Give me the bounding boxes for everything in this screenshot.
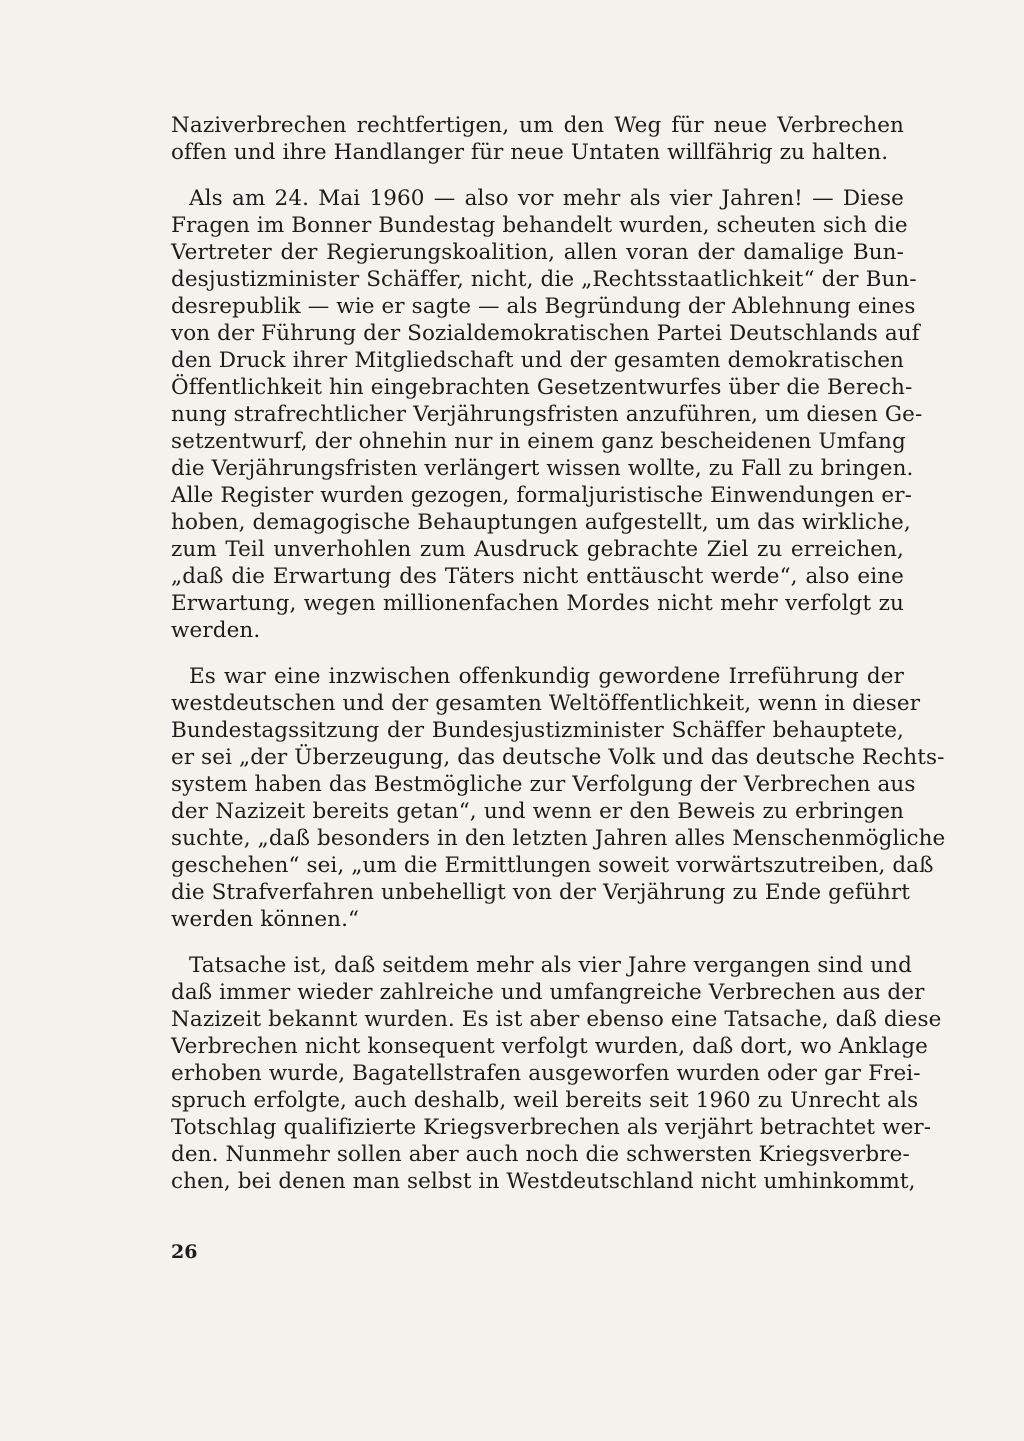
text-line: die Strafverfahren unbehelligt von der Verjährung zu Ende geführt xyxy=(171,880,910,905)
text-line: desrepublik — wie er sagte — als Begründung der Ablehnung eines xyxy=(171,294,916,319)
text-line: chen, bei denen man selbst in Westdeutschland nicht umhinkommt, xyxy=(171,1169,916,1194)
text-line: hoben, demagogische Behauptungen aufgestellt, um das wirkliche, xyxy=(171,510,911,535)
text-line: setzentwurf, der ohnehin nur in einem ganz bescheidenen Umfang xyxy=(171,429,906,454)
text-line: den Druck ihrer Mitgliedschaft und der gesamten demokratischen xyxy=(171,348,904,373)
paragraph xyxy=(171,185,923,644)
text-line: suchte, „daß besonders in den letzten Jahren alles Menschenmögliche xyxy=(171,826,946,851)
text-line: Es war eine inzwischen offenkundig gewordene Irreführung der xyxy=(189,664,904,689)
text-line: nung strafrechtlicher Verjährungsfristen anzuführen, um diesen Ge- xyxy=(171,402,923,427)
text-line: Öffentlichkeit hin eingebrachten Gesetzentwurfes über die Berech- xyxy=(171,375,913,400)
text-line: geschehen“ sei, „um die Ermittlungen soweit vorwärtszutreiben, daß xyxy=(171,853,934,878)
body-text xyxy=(171,112,946,1214)
text-line: Alle Register wurden gezogen, formaljuristische Einwendungen er- xyxy=(171,483,912,508)
text-line: von der Führung der Sozialdemokratischen Partei Deutschlands auf xyxy=(171,321,920,346)
text-line: Totschlag qualifizierte Kriegsverbrechen als verjährt betrachtet wer- xyxy=(171,1115,932,1140)
text-line: erhoben wurde, Bagatellstrafen ausgeworfen wurden oder gar Frei- xyxy=(171,1061,921,1086)
text-line: daß immer wieder zahlreiche und umfangreiche Verbrechen aus der xyxy=(171,980,925,1005)
paragraph xyxy=(171,952,942,1195)
text-line: Nazizeit bekannt wurden. Es ist aber ebenso eine Tatsache, daß diese xyxy=(171,1007,942,1032)
text-line: Als am 24. Mai 1960 — also vor mehr als vier Jahren! — Diese xyxy=(189,186,904,211)
text-line: spruch erfolgte, auch deshalb, weil bereits seit 1960 zu Unrecht als xyxy=(171,1088,919,1113)
text-line: Vertreter der Regierungskoalition, allen voran der damalige Bun- xyxy=(171,240,904,265)
page-number: 26 xyxy=(171,1241,198,1263)
text-line: er sei „der Überzeugung, das deutsche Volk und das deutsche Rechts- xyxy=(171,745,945,770)
text-line: offen und ihre Handlanger für neue Untaten willfährig zu halten. xyxy=(171,140,889,165)
text-line: werden können.“ xyxy=(171,907,360,932)
text-line: westdeutschen und der gesamten Weltöffentlichkeit, wenn in dieser xyxy=(171,691,921,716)
text-line: zum Teil unverhohlen zum Ausdruck gebrachte Ziel zu erreichen, xyxy=(171,537,904,562)
paragraph xyxy=(171,663,946,933)
text-line: den. Nunmehr sollen aber auch noch die schwersten Kriegsverbre- xyxy=(171,1142,910,1167)
text-line: system haben das Bestmögliche zur Verfolgung der Verbrechen aus xyxy=(171,772,916,797)
text-line: Fragen im Bonner Bundestag behandelt wurden, scheuten sich die xyxy=(171,213,908,238)
text-line: die Verjährungsfristen verlängert wissen wollte, zu Fall zu bringen. xyxy=(171,456,914,481)
text-line: Erwartung, wegen millionenfachen Mordes nicht mehr verfolgt zu xyxy=(171,591,904,616)
text-line: der Nazizeit bereits getan“, und wenn er den Beweis zu erbringen xyxy=(171,799,904,824)
text-line: desjustizminister Schäffer, nicht, die „Rechtsstaatlichkeit“ der Bun- xyxy=(171,267,917,292)
text-line: werden. xyxy=(171,618,261,643)
text-line: Tatsache ist, daß seitdem mehr als vier Jahre vergangen sind und xyxy=(189,953,912,978)
paragraph xyxy=(171,112,904,166)
text-line: „daß die Erwartung des Täters nicht enttäuscht werde“, also eine xyxy=(171,564,904,589)
text-line: Verbrechen nicht konsequent verfolgt wurden, daß dort, wo Anklage xyxy=(171,1034,928,1059)
text-line: Naziverbrechen rechtfertigen, um den Weg für neue Verbrechen xyxy=(171,113,904,138)
text-line: Bundestagssitzung der Bundesjustizminister Schäffer behauptete, xyxy=(171,718,904,743)
